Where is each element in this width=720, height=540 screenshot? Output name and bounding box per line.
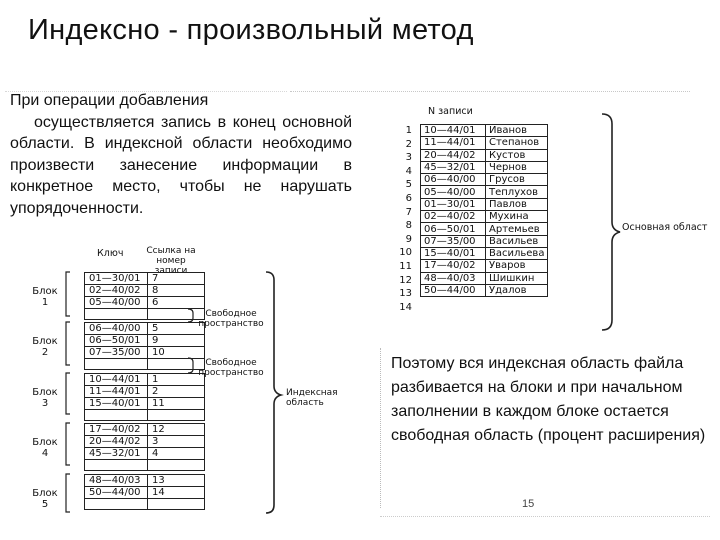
index-ref: 4 [148,448,205,460]
record-number: 1 [405,125,412,136]
record-name: Теплухов [486,186,548,198]
index-ref: 3 [148,436,205,448]
index-key: 06—40/00 [85,323,148,335]
record-name: Кустов [486,149,548,161]
index-ref: 1 [148,374,205,386]
record-name: Иванов [486,125,548,137]
block-label: Блок 5 [32,488,58,510]
index-key: 05—40/00 [85,297,148,309]
index-ref: 13 [148,475,205,487]
record-name: Чернов [486,161,548,173]
record-number: 11 [399,260,412,272]
intro-rest: осуществляется запись в конец основной области. В индексной области необходимо произвести занесение информации в конкретное место, чтобы не нарушать упорядоченности. [10,113,352,217]
record-name: Мухина [486,211,548,223]
record-key: 17—40/02 [421,260,486,272]
record-key: 11—44/01 [421,137,486,149]
record-key: 20—44/02 [421,149,486,161]
index-key: 50—44/00 [85,487,148,499]
index-key: 15—40/01 [85,398,148,410]
page-number: 15 [522,498,535,510]
record-key: 10—44/01 [421,125,486,137]
record-key: 45—32/01 [421,161,486,173]
index-key: 45—32/01 [85,448,148,460]
record-key: 07—35/00 [421,235,486,247]
divider-bottom [380,516,710,517]
main-area-label: Основная област [622,222,708,233]
index-col-key: Ключ [97,248,124,259]
index-area-label: Индексная область [286,388,338,408]
slide-title: Индексно - произвольный метод [28,14,474,46]
record-name: Васильева [486,247,548,259]
index-ref: 8 [148,285,205,297]
free-space-label-2: Свободное пространство [198,358,264,378]
record-key: 50—44/00 [421,284,486,296]
record-name: Шишкин [486,272,548,284]
record-number: 10 [399,247,412,259]
index-ref: 10 [148,347,205,359]
index-key: 17—40/02 [85,424,148,436]
index-ref: 14 [148,487,205,499]
block-bracket-3 [66,373,70,414]
index-key: 07—35/00 [85,347,148,359]
summary-text: Поэтому вся индексная область файла разбивается на блоки и при начальном заполнении в каждом блоке остается свободная область (процент расширения) [391,355,706,444]
index-col-ref: Ссылка на номер записи [146,246,196,276]
record-number: 3 [405,152,412,164]
block-bracket-1 [66,272,70,316]
record-number: 4 [405,165,412,177]
block-label: Блок 1 [32,286,58,308]
divider-vertical [380,348,381,508]
block-label: Блок 2 [32,336,58,358]
index-key: 06—50/01 [85,335,148,347]
block-label: Блок 4 [32,437,58,459]
record-number: 14 [399,301,412,313]
record-number: 13 [399,288,412,300]
index-ref: 12 [148,424,205,436]
record-key: 05—40/00 [421,186,486,198]
index-key: 01—30/01 [85,273,148,285]
record-key: 02—40/02 [421,211,486,223]
record-name: Васильев [486,235,548,247]
record-key: 06—50/01 [421,223,486,235]
record-key: 15—40/01 [421,247,486,259]
index-area-brace [266,272,281,513]
record-number: 6 [405,192,412,204]
index-key: 20—44/02 [85,436,148,448]
record-key: 01—30/01 [421,198,486,210]
record-name: Грусов [486,174,548,186]
block-label: Блок 3 [32,387,58,409]
index-key: 10—44/01 [85,374,148,386]
index-ref: 9 [148,335,205,347]
main-area-brace [602,114,620,330]
block-bracket-5 [66,474,70,512]
index-ref: 11 [148,398,205,410]
record-number: 8 [405,220,412,232]
block-bracket-4 [66,423,70,465]
index-key: 48—40/03 [85,475,148,487]
free-space-label-1: Свободное пространство [198,309,264,329]
index-ref: 2 [148,386,205,398]
record-name: Уваров [486,260,548,272]
block-bracket-2 [66,322,70,365]
record-name: Артемьев [486,223,548,235]
record-number: 7 [405,206,412,218]
record-key: 06—40/00 [421,174,486,186]
record-number: 5 [405,179,412,191]
record-number: 12 [399,274,412,286]
index-key: 11—44/01 [85,386,148,398]
record-number: 2 [405,138,412,150]
main-area-header: N записи [428,106,473,117]
record-number: 9 [405,233,412,245]
record-name: Павлов [486,198,548,210]
record-name: Удалов [486,284,548,296]
record-name: Степанов [486,137,548,149]
index-key: 02—40/02 [85,285,148,297]
intro-line-1: При операции добавления [10,92,209,109]
index-ref: 7 [148,273,205,285]
free-space-bracket-1 [188,309,193,322]
index-ref: 6 [148,297,205,309]
free-space-bracket-2 [188,358,193,373]
record-key: 48—40/03 [421,272,486,284]
index-ref: 5 [148,323,205,335]
